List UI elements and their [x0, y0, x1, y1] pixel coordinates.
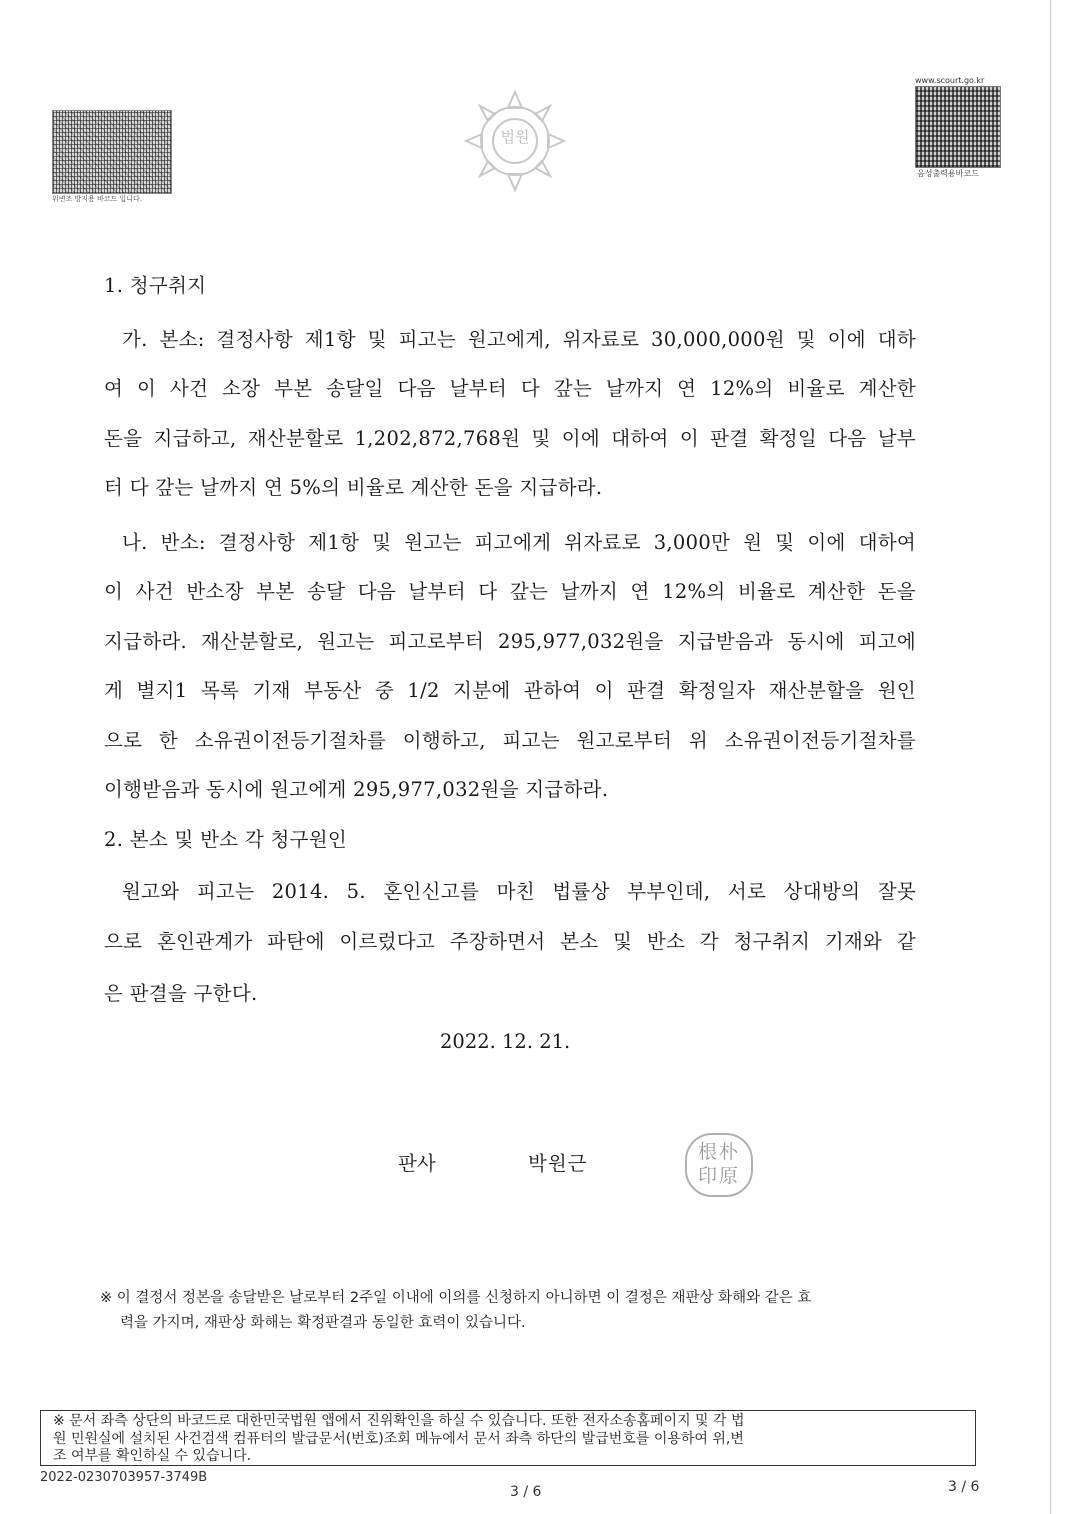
claim-line: 가. 본소: 결정사항 제1항 및 피고는 원고에게, 위자료로 30,000,000원 및 이에 대하	[122, 328, 916, 351]
court-website: www.scourt.go.kr	[915, 76, 985, 85]
claim-line: 여 이 사건 소장 부본 송달일 다음 날부터 다 갚는 날까지 연 12%의 비율로 계산한	[104, 377, 916, 400]
counterclaim-line: 으로 한 소유권이전등기절차를 이행하고, 피고는 원고로부터 위 소유권이전등기절차를	[104, 729, 916, 752]
emblem-label: 법원	[500, 128, 530, 146]
voice-output-barcode	[915, 86, 1001, 168]
objection-notice-line1: ※ 이 결정서 정본을 송달받은 날로부터 2주일 이내에 이의를 신청하지 아니하면 이 결정은 재판상 화해와 같은 효	[100, 1290, 812, 1306]
scan-edge-line	[1050, 0, 1051, 1514]
counterclaim-line: 지급하라. 재산분할로, 원고는 피고로부터 295,977,032원을 지급받음과 동시에 피고에	[104, 630, 916, 653]
anti-forgery-barcode	[52, 110, 172, 194]
grounds-line: 원고와 피고는 2014. 5. 혼인신고를 마친 법률상 부부인데, 서로 상대방의 잘못	[122, 880, 916, 903]
judge-name: 박원근	[528, 1152, 588, 1175]
qr-caption: 음성출력용바코드	[917, 169, 979, 178]
claim-line: 돈을 지급하고, 재산분할로 1,202,872,768원 및 이에 대하여 이 판결 확정일 다음 날부	[104, 427, 916, 450]
seal-lettering: 根朴 印原	[697, 1141, 740, 1187]
page-number-right: 3 / 6	[948, 1479, 980, 1495]
verification-notice-box	[40, 1410, 976, 1466]
section-heading-grounds: 2. 본소 및 반소 각 청구원인	[104, 828, 348, 851]
verification-line: ※ 문서 좌측 상단의 바코드로 대한민국법원 앱에서 진위확인을 하실 수 있습니다. 또한 전자소송홈페이지 및 각 법	[53, 1413, 745, 1429]
judge-title: 판사	[398, 1152, 436, 1175]
section-heading-claims: 1. 청구취지	[104, 274, 207, 297]
counterclaim-line: 나. 반소: 결정사항 제1항 및 원고는 피고에게 위자료로 3,000만 원 및 이에 대하여	[122, 531, 916, 554]
claim-line: 터 다 갚는 날까지 연 5%의 비율로 계산한 돈을 지급하라.	[104, 476, 603, 499]
verification-line: 원 민원실에 설치된 사건검색 컴퓨터의 발급문서(번호)조회 메뉴에서 문서 좌측 하단의 발급번호를 이용하여 위,변	[53, 1430, 744, 1447]
counterclaim-line: 이 사건 반소장 부본 송달 다음 날부터 다 갚는 날까지 연 12%의 비율로 계산한 돈을	[104, 580, 916, 603]
verification-line: 조 여부를 확인하실 수 있습니다.	[53, 1448, 252, 1464]
page-number-center: 3 / 6	[510, 1484, 542, 1500]
counterclaim-line: 게 별지1 목록 기재 부동산 중 1/2 지분에 관하여 이 판결 확정일자 재산분할을 원인	[104, 679, 916, 702]
barcode-caption: 위변조 방지용 바코드 입니다.	[52, 195, 143, 203]
counterclaim-line: 이행받음과 동시에 원고에게 295,977,032원을 지급하라.	[104, 778, 609, 801]
issue-number: 2022-0230703957-3749B	[40, 1470, 208, 1485]
objection-notice-line2: 력을 가지며, 재판상 화해는 확정판결과 동일한 효력이 있습니다.	[120, 1315, 526, 1331]
grounds-line: 으로 혼인관계가 파탄에 이르렀다고 주장하면서 본소 및 반소 각 청구취지 기재와 같	[104, 930, 916, 953]
grounds-line: 은 판결을 구한다.	[104, 982, 258, 1005]
decision-date: 2022. 12. 21.	[440, 1030, 571, 1053]
